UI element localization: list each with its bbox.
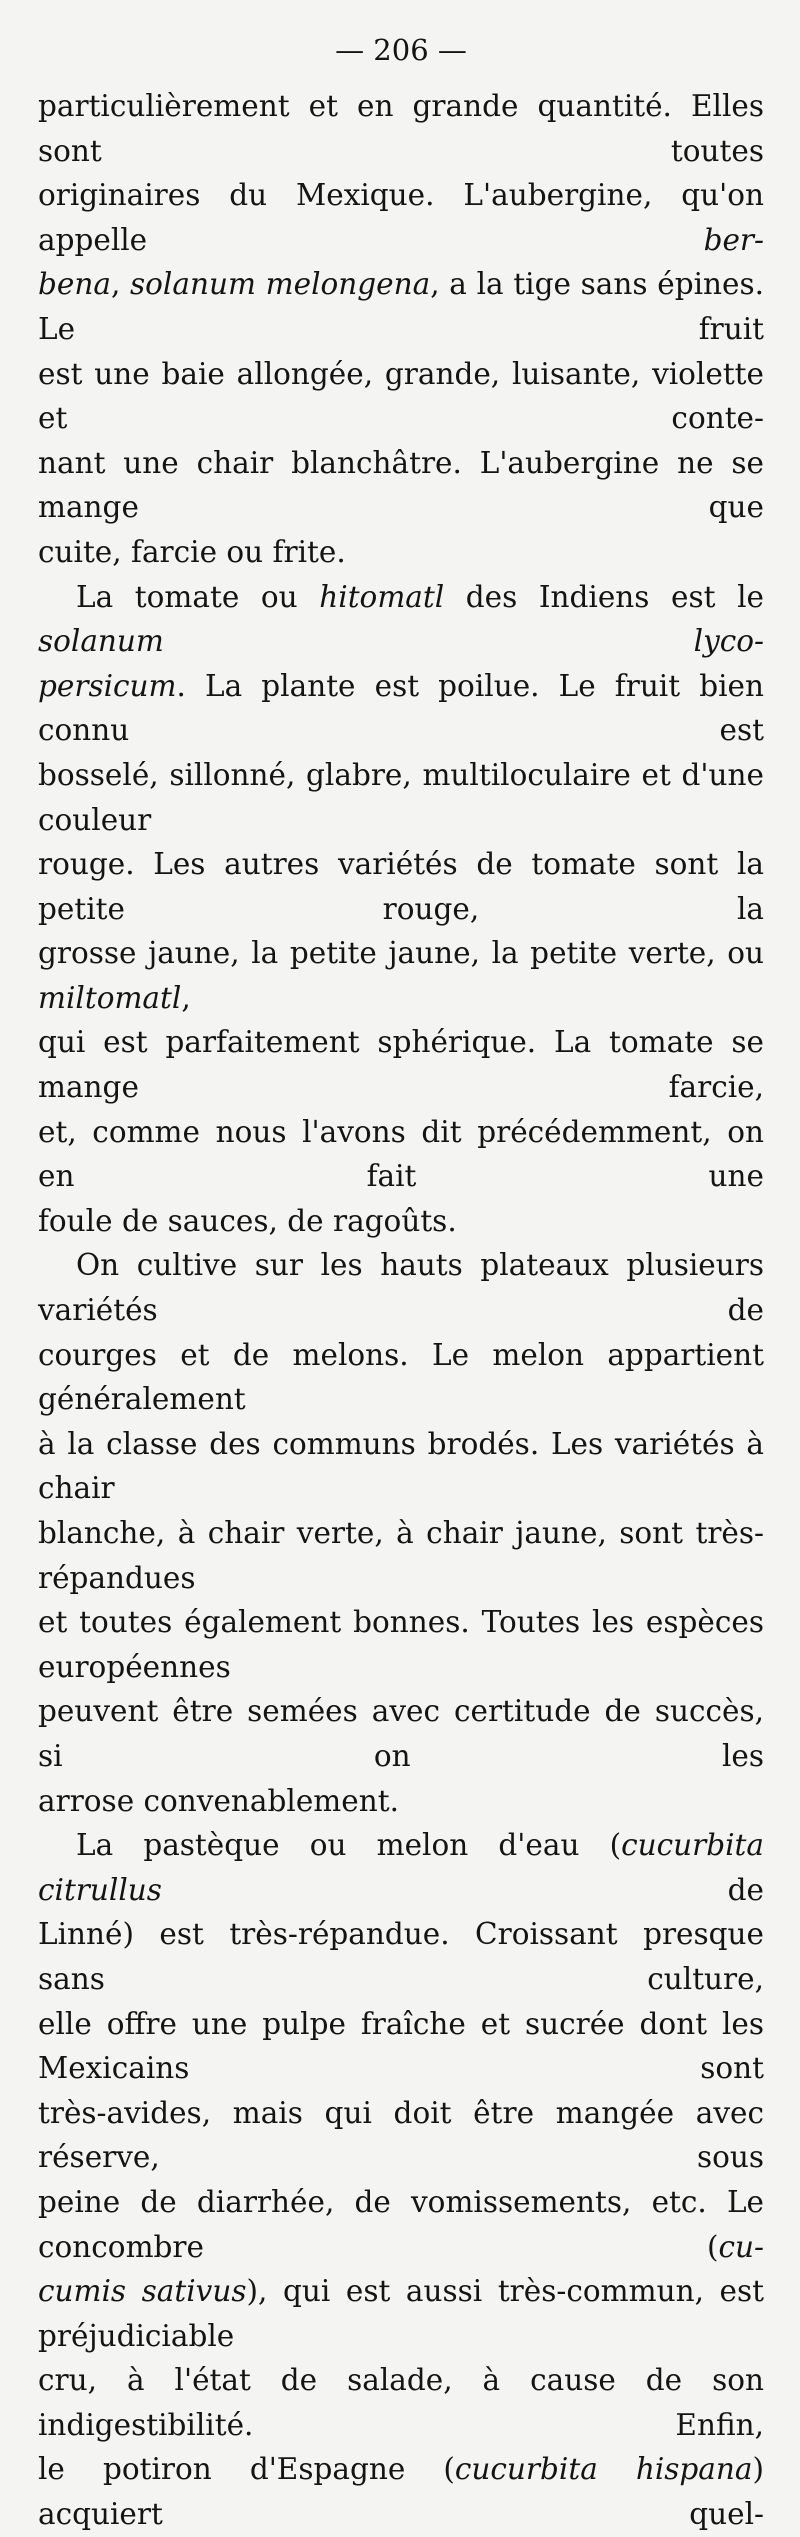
text-line: originaires du Mexique. L'aubergine, qu'on appelle ber-	[38, 178, 764, 257]
text-line: rouge. Les autres variétés de tomate sont la petite rouge, la	[38, 847, 764, 926]
text-line: le potiron d'Espagne (cucurbita hispana) acquiert quel-	[38, 2452, 764, 2532]
paragraph-3	[38, 1243, 764, 1823]
text-line: persicum. La plante est poilue. Le fruit bien connu est	[38, 668, 764, 748]
text-line: Linné) est très-répandue. Croissant presque sans culture,	[38, 1917, 764, 1996]
text-line: bosselé, sillonné, glabre, multiloculaire et d'une couleur	[38, 757, 764, 837]
text-line: et toutes également bonnes. Toutes les espèces européennes	[38, 1605, 764, 1684]
text-line: à la classe des communs brodés. Les variétés à chair	[38, 1426, 764, 1506]
text-line: et, comme nous l'avons dit précédemment, on en fait une	[38, 1114, 764, 1194]
text-line: grosse jaune, la petite jaune, la petite verte, ou miltomatl,	[38, 936, 764, 1015]
text-line: bena, solanum melongena, a la tige sans épines. Le fruit	[38, 267, 764, 346]
text-line: blanche, à chair verte, à chair jaune, sont très-répandues	[38, 1516, 764, 1595]
page-number: — 206 —	[335, 33, 467, 67]
text-line: particulièrement et en grande quantité. Elles sont toutes	[38, 89, 764, 168]
text-line: peuvent être semées avec certitude de succès, si on les	[38, 1694, 764, 1773]
text-line: courges et de melons. Le melon appartient généralement	[38, 1337, 764, 1417]
text-line: est une baie allongée, grande, luisante, violette et conte-	[38, 356, 764, 436]
text-line: cru, à l'état de salade, à cause de son indigestibilité. Enfin,	[38, 2363, 764, 2442]
text-line: cuite, farcie ou frite.	[38, 534, 346, 569]
text-line: peine de diarrhée, de vomissements, etc. Le concombre (cu-	[38, 2184, 764, 2264]
text-line: arrose convenablement.	[38, 1783, 399, 1818]
paragraph-1	[38, 84, 764, 575]
text-line: foule de sauces, de ragoûts.	[38, 1203, 457, 1238]
text-line: très-avides, mais qui doit être mangée avec réserve, sous	[38, 2095, 764, 2175]
text-line: La pastèque ou melon d'eau (cucurbita citrullus de	[38, 1828, 764, 1907]
text-line: qui est parfaitement sphérique. La tomate se mange farcie,	[38, 1025, 764, 1105]
paragraph-2	[38, 575, 764, 1244]
text-line: On cultive sur les hauts plateaux plusieurs variétés de	[38, 1248, 764, 1328]
text-line: elle offre une pulpe fraîche et sucrée dont les Mexicains sont	[38, 2006, 764, 2086]
text-line: cumis sativus), qui est aussi très-commun, est préjudiciable	[38, 2274, 764, 2353]
text-line: nant une chair blanchâtre. L'aubergine ne se mange que	[38, 445, 764, 525]
text-line: La tomate ou hitomatl des Indiens est le solanum lyco-	[38, 579, 765, 659]
paragraph-4	[38, 1823, 764, 2537]
